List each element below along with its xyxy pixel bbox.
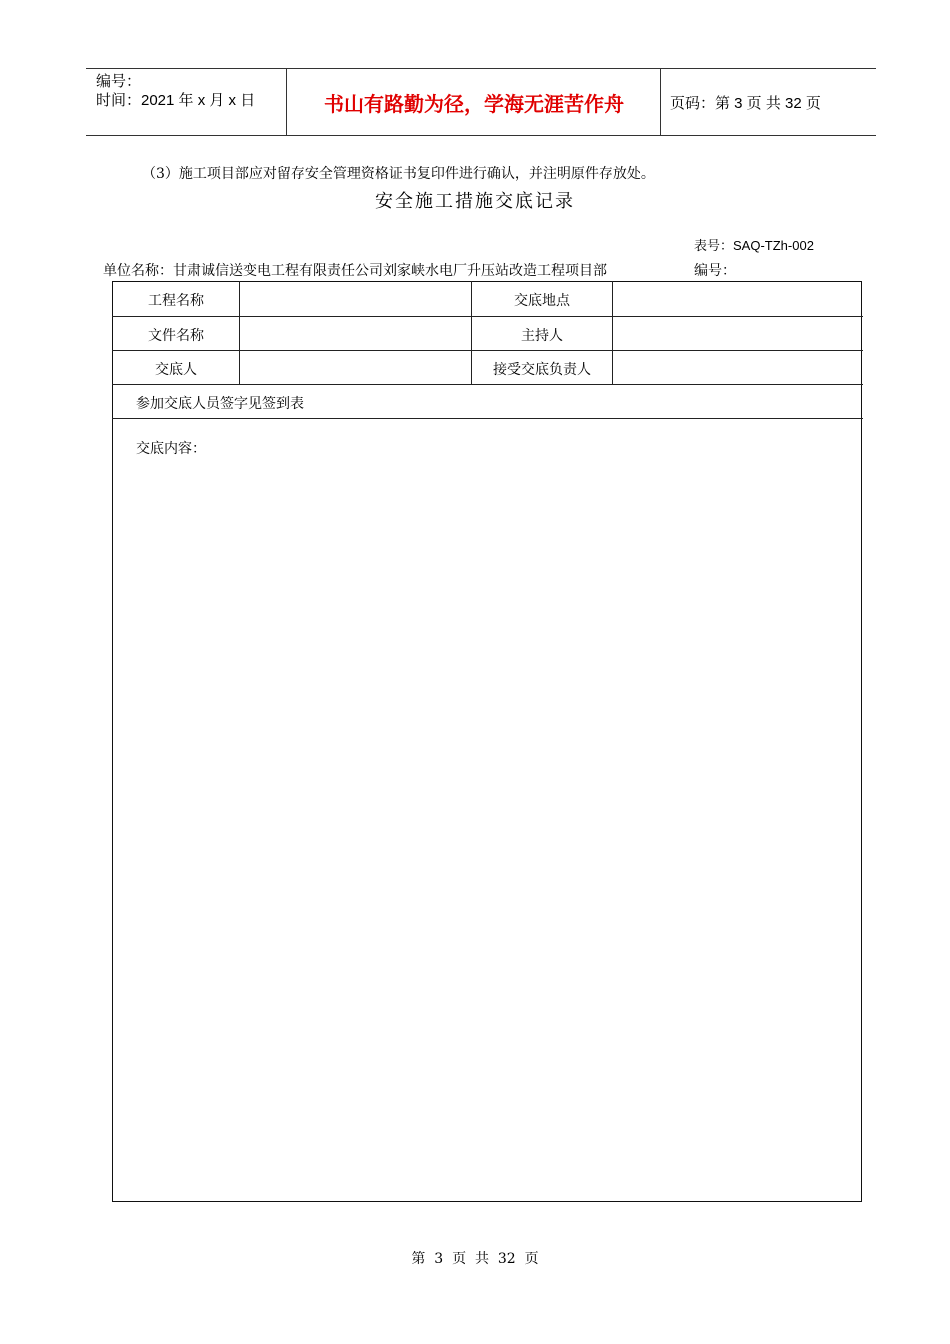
header-motto: 书山有路勤为径，学海无涯苦作舟 — [324, 92, 624, 116]
form-number-code: SAQ-TZh-002 — [733, 238, 814, 253]
unit-name: 单位名称：甘肃诚信送变电工程有限责任公司刘家峡水电厂升压站改造工程项目部 — [103, 263, 607, 279]
presenter-field[interactable] — [241, 352, 470, 384]
header-number-label: 编号： — [96, 73, 142, 90]
serial-label: 编号： — [694, 263, 736, 279]
header-time-label: 时间：2021 年 x 月 x 日 — [96, 92, 256, 109]
page-footer: 第 3 页 共 32 页 — [411, 1251, 539, 1267]
content-area[interactable] — [116, 462, 858, 1196]
presenter-label: 交底人 — [155, 362, 197, 378]
attendees-note: 参加交底人员签字见签到表 — [136, 396, 304, 412]
file-name-field[interactable] — [241, 318, 470, 350]
header-page-label: 页码：第 3 页 共 32 页 — [670, 95, 821, 112]
content-label: 交底内容： — [136, 441, 206, 457]
host-label: 主持人 — [521, 328, 563, 344]
row-divider-4 — [112, 418, 863, 419]
location-label: 交底地点 — [514, 293, 570, 309]
receiver-field[interactable] — [614, 352, 861, 384]
file-name-label: 文件名称 — [148, 328, 204, 344]
row-divider-3 — [112, 384, 863, 385]
header-divider-left — [286, 68, 287, 136]
header-divider-right — [660, 68, 661, 136]
column-divider-1 — [239, 281, 240, 385]
location-field[interactable] — [614, 283, 861, 315]
row-divider-2 — [112, 350, 863, 351]
header-bottom-rule — [86, 135, 876, 136]
document-title: 安全施工措施交底记录 — [375, 191, 575, 212]
form-number-prefix: 表号： — [694, 239, 734, 254]
form-number — [694, 235, 814, 254]
header-top-rule — [86, 68, 876, 69]
column-divider-3 — [612, 281, 613, 385]
note-paragraph: （3）施工项目部应对留存安全管理资格证书复印件进行确认，并注明原件存放处。 — [142, 166, 655, 182]
receiver-label: 接受交底负责人 — [493, 362, 591, 378]
project-name-label: 工程名称 — [148, 293, 204, 309]
row-divider-1 — [112, 316, 863, 317]
project-name-field[interactable] — [241, 283, 470, 315]
host-field[interactable] — [614, 318, 861, 350]
header-meta — [96, 72, 255, 110]
